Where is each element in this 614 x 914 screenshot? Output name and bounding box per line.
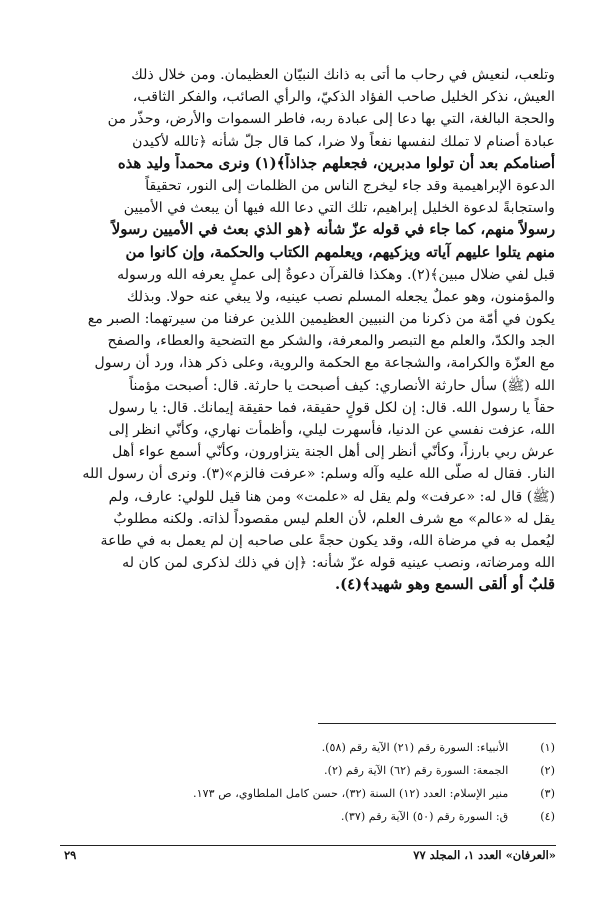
footnote-number: (٤) — [540, 810, 555, 823]
footnote-number: (١) — [540, 741, 555, 754]
footnotes — [61, 736, 555, 828]
footnote — [61, 805, 555, 828]
body-line: الله ومرضاته، ونصب عينيه قوله عزّ شأنه: ﴿إن في ذلك لذكرى لمن كان له — [122, 555, 555, 572]
body-line: رسولاً منهم، كما جاء في قوله عزّ شأنه ﴿هو الذي بعث في الأميين رسولاً — [111, 221, 555, 239]
body-line: (ﷺ) قال له: «عرفت» ولم يقل له «علمت» ومن هنا قيل للولي: عارف، ولم — [108, 488, 555, 505]
article-body — [61, 64, 555, 597]
footnote — [61, 759, 555, 782]
footnote-number: (٣) — [540, 787, 555, 800]
body-line: حقاً يا رسول الله. قال: إن لكل قولٍ حقيقة، فما حقيقة إيمانك. قال: يا رسول — [108, 399, 555, 416]
footnote-separator — [318, 723, 556, 724]
body-line: منهم يتلوا عليهم آياته ويزكيهم، ويعلمهم الكتاب والحكمة، وإن كانوا من — [125, 243, 555, 261]
footnote-text: الجمعة: السورة رقم (٦٢) الآية رقم (٢). — [324, 764, 509, 777]
footnote-text: منير الإسلام: العدد (١٢) السنة (٣٢)، حسن كامل الملطاوي، ص ١٧٣. — [193, 787, 509, 800]
footnote — [61, 736, 555, 759]
body-line: الله، عزفت نفسي عن الدنيا، فأسهرت ليلي، وأظمأت نهاري، وكأنّي انظر إلى — [108, 422, 555, 438]
body-line: عبادة أصنام لا تملك لنفسها نفعاً ولا ضرا، كما قال جلّ شأنه ﴿تالله لأكيدن — [132, 133, 555, 150]
body-line: الجد والكدّ، والعلم مع التبصر والمعرفة، والشكر مع التضحية والعطاء، والصفح — [107, 333, 555, 350]
body-line: والحجة البالغة، التي بها دعا إلى عبادة ربه، فاطر السموات والأرض، وحذّر من — [107, 111, 555, 128]
body-line: قبل لفي ضلال مبين﴾(٢). وهكذا فالقرآن دعوةٌ إلى عملٍ يعرفه الله ورسوله — [117, 266, 555, 283]
body-line: النار. فقال له صلّى الله عليه وآله وسلم: «عرفت فالزم»(٣). ونرى أن رسول الله — [82, 466, 555, 483]
footnote-text: الأنبياء: السورة رقم (٢١) الآية رقم (٥٨). — [321, 741, 509, 754]
footnote-text: ق: السورة رقم (٥٠) الآية رقم (٣٧). — [340, 810, 509, 823]
body-line: أصنامكم بعد أن تولوا مدبرين، فجعلهم جذاذاً﴾(١) ونرى محمداً وليد هذه — [117, 154, 555, 172]
body-line: والمؤمنون، وهو عملٌ يجعله المسلم نصب عينيه، ولا يبغي عنه حولا. وبذلك — [126, 288, 555, 305]
body-line: قلبٌ أو ألقى السمع وهو شهيد﴾(٤). — [334, 576, 555, 594]
running-head: «العرفان» العدد ١، المجلد ٧٧ — [413, 848, 556, 862]
body-line: الله (ﷺ) سأل حارثة الأنصاري: كيف أصبحت يا حارثة. قال: أصبحت مؤمناً — [129, 377, 555, 394]
page-number: ٢٩ — [64, 848, 77, 862]
body-line: مع العزّة والكرامة، والشجاعة مع الحكمة والروية، وعلى ذكر هذا، ورد أن رسول — [94, 355, 555, 372]
footer-rule — [60, 845, 556, 846]
body-line: واستجابةً لدعوة الخليل إبراهيم، تلك التي دعا الله فيها أن يبعث في الأميين — [123, 200, 555, 217]
body-line: يقل له «عالم» مع شرف العلم، لأن العلم ليس مقصوداً لذاته. ولكنه مطلوبٌ — [113, 510, 555, 527]
page-footer — [60, 848, 556, 868]
footnote-number: (٢) — [540, 764, 555, 777]
body-line: وتلعب، لنعيش في رحاب ما أتى به ذانك النبيّان العظيمان. ومن خلال ذلك — [131, 67, 555, 83]
footnote — [61, 782, 555, 805]
body-line: عرش ربي بارزاً، وكأنّي أنظر إلى أهل الجنة يتزاورون، وكأنّي أسمع عواء أهل — [112, 444, 555, 461]
body-line: يكون في أمّة من ذكرنا من النبيين العظيمين اللذين عرفنا من سيرتهما: الصبر مع — [87, 311, 555, 328]
body-line: العيش، نذكر الخليل صاحب الفؤاد الذكيّ، والرأي الصائب، والفكر الثاقب، — [132, 89, 555, 106]
body-line: الدعوة الإبراهيمية وقد جاء ليخرج الناس من الظلمات إلى النور، تحقيقاً — [145, 177, 555, 194]
body-line: ليُعمل به في مرضاة الله، وقد يكون حجةً على صاحبه إن لم يعمل به في طاعة — [100, 532, 555, 549]
